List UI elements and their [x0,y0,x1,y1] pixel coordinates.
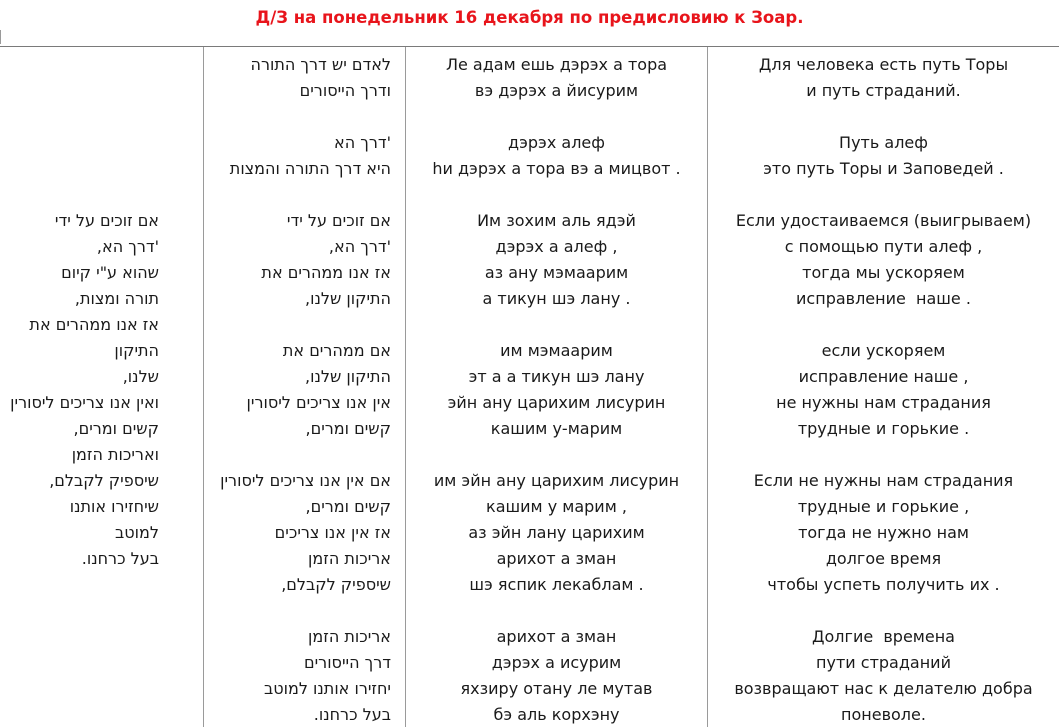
margin-mark [0,30,1,44]
text-line: קשים ומרים, [73,419,159,438]
text-line: вэ дэрэх а йисурим [474,81,639,100]
text-line: дэрэх алеф [508,133,605,152]
text-line: שלנו, [122,367,159,386]
text-line: шэ яспик лекаблам . [469,575,644,594]
text-line: Путь алеф [839,133,928,152]
text-line: тогда не нужно нам [798,523,969,542]
text-line: אז אנו ממהרים את [29,315,159,334]
text-line: поневоле. [841,705,926,724]
text-line: ואין אנו צריכים ליסורין [10,393,159,412]
text-line: בעל כרחנו. [313,705,391,724]
text-line: возвращают нас к делателю добра [734,679,1033,698]
text-line: Если не нужны нам страдания [753,471,1014,490]
text-line: трудные и горькие , [797,497,970,516]
text-line: трудные и горькие . [797,419,970,438]
text-line: אם זוכים על ידי [286,211,391,230]
text-line: 'דרך הא [334,133,391,152]
text-line: אריכות הזמן [308,549,391,568]
text-line: арихот а зман [496,549,617,568]
page-title: Д/З на понедельник 16 декабря по предисловию к Зоар. [255,8,804,27]
text-line: исправление наше . [796,289,971,308]
text-line: שהוא ע"י קיום [61,263,159,282]
text-line: אריכות הזמן [308,627,391,646]
text-line: אם ממהרים את [282,341,391,360]
text-line: התיקון שלנו, [305,367,391,386]
hebrew-split-column [204,47,405,727]
text-line: аз эйн лану царихим [468,523,645,542]
text-line: аз ану мэмаарим [484,263,629,282]
text-line: קשים ומרים, [305,497,391,516]
text-line: Им зохим аль ядэй [477,211,636,230]
text-line: Ле адам ешь дэрэх а тора [445,55,668,74]
text-line: לאדם יש דרך התורה [250,55,391,74]
text-line: им мэмаарим [500,341,613,360]
text-line: Если удостаиваемся (выигрываем) [735,211,1032,230]
text-line: кашим у марим , [486,497,627,516]
text-line: אין אנו צריכים ליסורין [246,393,391,412]
translation-column [708,47,1059,727]
text-line: התיקון [114,341,159,360]
text-line: היא דרך התורה והמצות [229,159,391,178]
text-line: исправление наше , [798,367,969,386]
text-line: дэрэх а алеф , [495,237,618,256]
text-line: кашим у-марим [490,419,623,438]
text-line: קשים ומרים, [305,419,391,438]
text-line: אז אנו ממהרים את [261,263,391,282]
text-line: дэрэх а исурим [491,653,622,672]
text-line: Долгие времена [812,627,955,646]
text-line: чтобы успеть получить их . [767,575,1000,594]
text-line: ואריכות הזמן [71,445,159,464]
text-line: арихот а зман [496,627,617,646]
text-line: אם זוכים על ידי [54,211,159,230]
text-line: яхзиру отану ле мутав [460,679,653,698]
text-line: не нужны нам страдания [776,393,991,412]
text-line: и путь страданий. [806,81,961,100]
text-line: бэ аль корхэну [493,705,620,724]
text-line: hи дэрэх а тора вэ а мицвот . [432,159,681,178]
text-line: пути страданий [816,653,951,672]
text-line: тогда мы ускоряем [802,263,965,282]
text-line: а тикун шэ лану . [482,289,631,308]
text-line: эт а а тикун шэ лану [468,367,645,386]
text-line: если ускоряем [821,341,946,360]
text-line: שיספיק לקבלם, [281,575,391,594]
text-line: Для человека есть путь Торы [758,55,1009,74]
text-line: יחזירו אותנו למוטב [264,679,391,698]
transliteration-column [406,47,707,727]
text-line: им эйн ану царихим лисурин [433,471,680,490]
text-line: אז אין אנו צריכים [274,523,391,542]
text-line: это путь Торы и Заповедей . [763,159,1004,178]
text-line: 'דרך הא, [96,237,159,256]
text-line: שיחזירו אותנו [69,497,159,516]
text-line: שיספיק לקבלם, [49,471,159,490]
text-line: למוטב [115,523,159,542]
text-line: долгое время [825,549,942,568]
text-line: התיקון שלנו, [305,289,391,308]
text-line: בעל כרחנו. [81,549,159,568]
text-line: אם אין אנו צריכים ליסורין [220,471,391,490]
text-line: 'דרך הא, [328,237,391,256]
text-line: תורה ומצות, [74,289,159,308]
text-line: דרך הייסורים [303,653,391,672]
text-line: с помощью пути алеф , [784,237,983,256]
text-line: эйн ану царихим лисурин [447,393,666,412]
text-table [0,46,1059,727]
text-line: ודרך הייסורים [299,81,391,100]
hebrew-single-column [0,47,203,727]
